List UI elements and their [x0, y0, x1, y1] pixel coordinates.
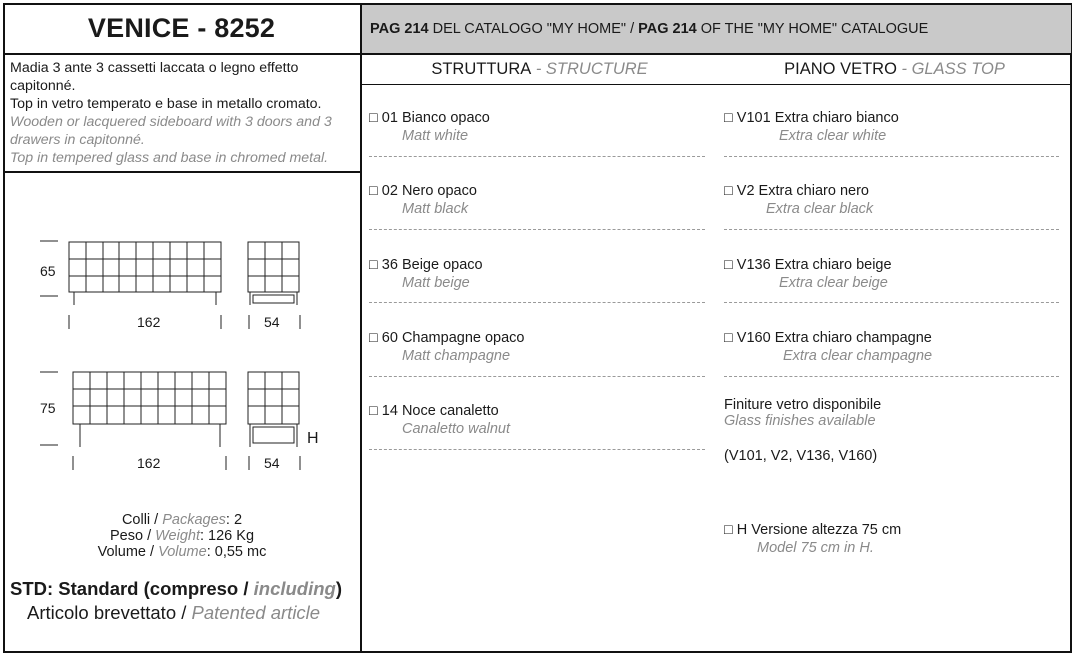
desc-en-1: Wooden or lacquered sideboard with 3 doors and 3 drawers in capitonné. — [10, 114, 332, 148]
h-version-option[interactable]: □ H Versione altezza 75 cm Model 75 cm in H. — [724, 522, 902, 556]
volume-row: Volume / Volume: 0,55 mc — [97, 544, 267, 560]
checkbox-icon[interactable]: □ — [369, 257, 378, 273]
glass-option[interactable]: □ V160 Extra chiaro champagne Extra clear champagne — [724, 330, 933, 364]
dim1-width: 162 — [137, 314, 161, 330]
checkbox-icon[interactable]: □ — [724, 330, 733, 346]
glass-heading: PIANO VETRO - GLASS TOP — [784, 60, 1005, 78]
desc-rule — [3, 171, 361, 173]
dim1-depth: 54 — [264, 314, 280, 330]
checkbox-icon[interactable]: □ — [369, 183, 378, 199]
weight-row: Peso / Weight: 126 Kg — [109, 528, 255, 544]
frame-right — [1070, 3, 1072, 653]
divider — [724, 302, 1059, 303]
frame-bottom — [3, 651, 1072, 653]
packages-row: Colli / Packages: 2 — [121, 512, 243, 528]
catalog-reference — [362, 5, 1071, 53]
divider — [369, 449, 705, 450]
dim2-width: 162 — [137, 455, 161, 471]
glass-option[interactable]: □ V136 Extra chiaro beige Extra clear beige — [724, 257, 892, 291]
divider — [369, 156, 705, 157]
checkbox-icon[interactable]: □ — [369, 110, 378, 126]
dim1-height: 65 — [40, 263, 56, 279]
dim2-h-marker: H — [307, 430, 319, 447]
structure-option[interactable]: □ 14 Noce canaletto Canaletto walnut — [369, 403, 511, 437]
column-divider — [360, 3, 362, 653]
divider — [369, 229, 705, 230]
packaging-info — [4, 512, 360, 560]
desc-en-2: Top in tempered glass and base in chromed metal. — [10, 150, 329, 166]
dim2-height: 75 — [40, 400, 56, 416]
divider — [724, 376, 1059, 377]
glass-option[interactable]: □ V2 Extra chiaro nero Extra clear black — [724, 183, 874, 217]
divider — [369, 302, 705, 303]
glass-option[interactable]: □ V101 Extra chiaro bianco Extra clear white — [724, 110, 899, 144]
divider — [724, 229, 1059, 230]
checkbox-icon[interactable]: □ — [724, 110, 733, 126]
structure-option[interactable]: □ 60 Champagne opaco Matt champagne — [369, 330, 525, 364]
structure-heading: STRUTTURA - STRUCTURE — [431, 60, 648, 78]
desc-it-1: Madia 3 ante 3 cassetti laccata o legno effetto capitonné. — [10, 60, 299, 94]
catalog-text-it: DEL CATALOGO "MY HOME" / — [428, 21, 639, 37]
patent-note: Articolo brevettato / Patented article — [27, 602, 321, 623]
standard-note: STD: Standard (compreso / including) — [10, 578, 343, 599]
checkbox-icon[interactable]: □ — [724, 522, 733, 538]
divider — [724, 156, 1059, 157]
checkbox-icon[interactable]: □ — [724, 183, 733, 199]
glass-finishes: Finiture vetro disponibile Glass finishes available — [724, 397, 882, 429]
structure-option[interactable]: □ 36 Beige opaco Matt beige — [369, 257, 483, 291]
catalog-text-en: OF THE "MY HOME" CATALOGUE — [696, 21, 929, 37]
divider — [369, 376, 705, 377]
glass-finishes-list: (V101, V2, V136, V160) — [724, 448, 878, 464]
product-title: VENICE - 8252 — [87, 12, 276, 43]
dim2-depth: 54 — [264, 455, 280, 471]
product-description — [10, 59, 358, 167]
catalog-page-it: PAG 214 — [370, 21, 429, 37]
header-rule — [3, 53, 1072, 55]
colhead-rule — [360, 84, 1072, 85]
checkbox-icon[interactable]: □ — [369, 403, 378, 419]
checkbox-icon[interactable]: □ — [369, 330, 378, 346]
desc-it-2: Top in vetro temperato e base in metallo cromato. — [10, 96, 322, 112]
catalog-page-en: PAG 214 — [638, 21, 697, 37]
structure-option[interactable]: □ 01 Bianco opaco Matt white — [369, 110, 490, 144]
checkbox-icon[interactable]: □ — [724, 257, 733, 273]
structure-option[interactable]: □ 02 Nero opaco Matt black — [369, 183, 477, 217]
